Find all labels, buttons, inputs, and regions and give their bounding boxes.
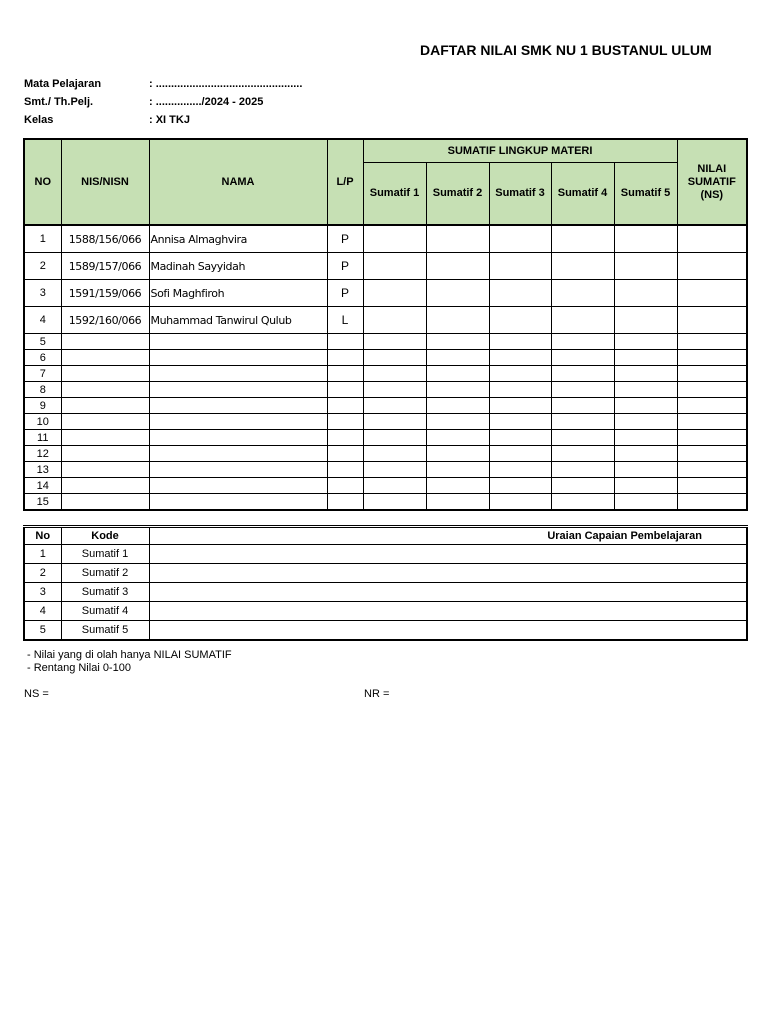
cell-score[interactable] [489,366,551,382]
cell-student-field[interactable] [327,446,363,462]
code-uraian[interactable] [149,602,747,621]
cell-student-field[interactable] [61,334,149,350]
cell-student-field[interactable] [61,446,149,462]
cell-score[interactable] [614,225,677,253]
code-kode: Sumatif 2 [61,564,149,583]
cell-score[interactable] [426,430,489,446]
cell-no: 11 [24,430,61,446]
meta-label: Smt./ Th.Pelj. [24,96,94,108]
cell-student-field[interactable] [61,382,149,398]
cell-student-field[interactable] [61,462,149,478]
cell-score[interactable] [363,398,426,414]
cell-score[interactable] [426,253,489,280]
cell-score[interactable] [489,414,551,430]
cell-student-field[interactable] [149,350,327,366]
cell-nis[interactable]: 1591/159/066 [61,280,149,307]
cell-lp[interactable]: P [327,280,363,307]
code-row [24,583,747,602]
cell-score[interactable] [489,334,551,350]
header-nilai-line: (NS) [700,188,724,201]
table-row [24,398,747,414]
cell-ns[interactable] [677,253,747,280]
code-kode: Sumatif 3 [61,583,149,602]
table-row [24,307,747,334]
cell-score[interactable] [426,307,489,334]
cell-score[interactable] [551,366,614,382]
header-nilai-line: NILAI [697,162,727,175]
cell-score[interactable] [614,334,677,350]
cell-score[interactable] [426,334,489,350]
code-header-no: No [24,527,61,545]
code-no: 5 [24,621,61,641]
cell-score[interactable] [489,280,551,307]
cell-score[interactable] [363,430,426,446]
meta-label: Mata Pelajaran [24,78,102,90]
code-uraian[interactable] [149,545,747,564]
cell-no: 10 [24,414,61,430]
cell-student-field[interactable] [61,494,149,511]
cell-nama[interactable]: Muhammad Tanwirul Qulub [149,307,327,334]
cell-lp[interactable]: P [327,253,363,280]
header-nilai-line: SUMATIF [687,175,736,188]
cell-student-field[interactable] [149,398,327,414]
cell-score[interactable] [489,462,551,478]
cell-student-field[interactable] [327,350,363,366]
cell-ns[interactable] [677,307,747,334]
table-row [24,446,747,462]
code-kode: Sumatif 5 [61,621,149,641]
cell-no: 1 [24,225,61,253]
cell-student-field[interactable] [327,478,363,494]
cell-student-field[interactable] [327,382,363,398]
cell-score[interactable] [614,446,677,462]
meta-label: Kelas [24,114,54,126]
cell-student-field[interactable] [61,478,149,494]
cell-score[interactable] [614,430,677,446]
header-sumatif-5: Sumatif 5 [614,162,677,225]
cell-score[interactable] [614,366,677,382]
cell-score[interactable] [551,334,614,350]
cell-score[interactable] [363,350,426,366]
cell-score[interactable] [489,307,551,334]
cell-student-field[interactable] [149,478,327,494]
header-lp: L/P [327,139,363,225]
cell-score[interactable] [426,414,489,430]
table-row [24,225,747,253]
cell-score[interactable] [426,446,489,462]
cell-score[interactable] [614,478,677,494]
table-row [24,382,747,398]
cell-student-field[interactable] [149,382,327,398]
cell-ns[interactable] [677,366,747,382]
cell-score[interactable] [551,398,614,414]
cell-score[interactable] [551,307,614,334]
table-row [24,350,747,366]
code-uraian[interactable] [149,621,747,641]
code-no: 1 [24,545,61,564]
table-row [24,414,747,430]
table-row [24,430,747,446]
cell-student-field[interactable] [327,334,363,350]
cell-score[interactable] [551,494,614,511]
note-line: - Rentang Nilai 0-100 [27,662,131,674]
code-uraian[interactable] [149,564,747,583]
code-uraian[interactable] [149,583,747,602]
cell-ns[interactable] [677,494,747,511]
header-nilai-sumatif [677,139,747,225]
cell-student-field[interactable] [327,494,363,511]
cell-score[interactable] [489,430,551,446]
cell-lp[interactable]: L [327,307,363,334]
meta-value: : XI TKJ [149,114,190,126]
header-sumatif-2: Sumatif 2 [426,162,489,225]
cell-student-field[interactable] [327,430,363,446]
cell-student-field[interactable] [149,334,327,350]
cell-ns[interactable] [677,478,747,494]
page-title: DAFTAR NILAI SMK NU 1 BUSTANUL ULUM [420,42,712,58]
table-row [24,334,747,350]
cell-ns[interactable] [677,462,747,478]
cell-ns[interactable] [677,334,747,350]
cell-student-field[interactable] [149,414,327,430]
cell-score[interactable] [489,446,551,462]
cell-score[interactable] [489,350,551,366]
ns-label: NS = [24,688,49,700]
cell-score[interactable] [426,398,489,414]
cell-score[interactable] [363,334,426,350]
cell-student-field[interactable] [327,462,363,478]
code-header-kode: Kode [61,527,149,545]
cell-nis[interactable]: 1592/160/066 [61,307,149,334]
grade-table [23,138,748,511]
cell-score[interactable] [551,446,614,462]
cell-student-field[interactable] [149,446,327,462]
cell-no: 13 [24,462,61,478]
cell-nama[interactable]: Annisa Almaghvira [149,225,327,253]
table-row [24,478,747,494]
cell-no: 9 [24,398,61,414]
cell-nama[interactable]: Madinah Sayyidah [149,253,327,280]
code-table [23,525,748,641]
cell-student-field[interactable] [61,414,149,430]
code-row [24,564,747,583]
cell-score[interactable] [551,462,614,478]
cell-no: 8 [24,382,61,398]
cell-score[interactable] [551,430,614,446]
cell-ns[interactable] [677,398,747,414]
cell-score[interactable] [363,462,426,478]
cell-score[interactable] [363,414,426,430]
cell-no: 6 [24,350,61,366]
header-sumatif-4: Sumatif 4 [551,162,614,225]
code-kode: Sumatif 4 [61,602,149,621]
cell-no: 2 [24,253,61,280]
cell-nama[interactable]: Sofi Maghfiroh [149,280,327,307]
cell-score[interactable] [614,462,677,478]
code-no: 4 [24,602,61,621]
cell-no: 15 [24,494,61,511]
cell-score[interactable] [551,478,614,494]
code-row [24,602,747,621]
cell-no: 14 [24,478,61,494]
cell-score[interactable] [614,350,677,366]
cell-ns[interactable] [677,225,747,253]
cell-student-field[interactable] [327,366,363,382]
cell-score[interactable] [614,382,677,398]
cell-score[interactable] [426,350,489,366]
cell-score[interactable] [363,494,426,511]
meta-value: : ................................................ [149,78,303,90]
cell-ns[interactable] [677,280,747,307]
header-sumatif-3: Sumatif 3 [489,162,551,225]
nr-label: NR = [364,688,390,700]
code-no: 2 [24,564,61,583]
cell-score[interactable] [363,446,426,462]
cell-no: 4 [24,307,61,334]
cell-score[interactable] [614,307,677,334]
code-header-uraian: Uraian Capaian Pembelajaran [149,527,747,545]
cell-score[interactable] [426,366,489,382]
note-line: - Nilai yang di olah hanya NILAI SUMATIF [27,649,232,661]
cell-ns[interactable] [677,350,747,366]
cell-score[interactable] [363,253,426,280]
cell-student-field[interactable] [149,494,327,511]
cell-student-field[interactable] [149,366,327,382]
cell-no: 5 [24,334,61,350]
cell-score[interactable] [551,414,614,430]
cell-score[interactable] [363,478,426,494]
cell-nis[interactable]: 1589/157/066 [61,253,149,280]
cell-score[interactable] [426,280,489,307]
cell-score[interactable] [551,253,614,280]
cell-student-field[interactable] [61,366,149,382]
cell-student-field[interactable] [149,462,327,478]
cell-score[interactable] [489,382,551,398]
cell-student-field[interactable] [61,398,149,414]
cell-score[interactable] [363,280,426,307]
table-row [24,494,747,511]
meta-value: : .............../2024 - 2025 [149,96,264,108]
header-nama: NAMA [149,139,327,225]
cell-score[interactable] [614,280,677,307]
cell-score[interactable] [614,414,677,430]
cell-student-field[interactable] [61,430,149,446]
cell-lp[interactable]: P [327,225,363,253]
cell-score[interactable] [363,225,426,253]
cell-student-field[interactable] [327,414,363,430]
code-row [24,621,747,641]
cell-score[interactable] [551,350,614,366]
cell-score[interactable] [489,398,551,414]
table-row [24,280,747,307]
table-row [24,366,747,382]
cell-score[interactable] [489,253,551,280]
cell-ns[interactable] [677,414,747,430]
code-kode: Sumatif 1 [61,545,149,564]
code-row [24,545,747,564]
cell-no: 7 [24,366,61,382]
table-row [24,253,747,280]
table-row [24,462,747,478]
header-no: NO [24,139,61,225]
cell-ns[interactable] [677,382,747,398]
header-sumatif-group: SUMATIF LINGKUP MATERI [363,139,677,162]
cell-student-field[interactable] [61,350,149,366]
cell-nis[interactable]: 1588/156/066 [61,225,149,253]
cell-score[interactable] [489,478,551,494]
header-sumatif-1: Sumatif 1 [363,162,426,225]
cell-score[interactable] [363,382,426,398]
cell-score[interactable] [614,398,677,414]
cell-score[interactable] [426,382,489,398]
cell-score[interactable] [426,478,489,494]
cell-score[interactable] [363,307,426,334]
cell-score[interactable] [426,462,489,478]
cell-student-field[interactable] [327,398,363,414]
cell-score[interactable] [426,494,489,511]
cell-score[interactable] [363,366,426,382]
header-nis: NIS/NISN [61,139,149,225]
cell-no: 3 [24,280,61,307]
cell-ns[interactable] [677,446,747,462]
cell-score[interactable] [614,494,677,511]
cell-score[interactable] [614,253,677,280]
code-no: 3 [24,583,61,602]
cell-score[interactable] [551,382,614,398]
cell-score[interactable] [551,225,614,253]
cell-ns[interactable] [677,430,747,446]
cell-score[interactable] [489,494,551,511]
cell-no: 12 [24,446,61,462]
cell-score[interactable] [489,225,551,253]
cell-score[interactable] [426,225,489,253]
cell-score[interactable] [551,280,614,307]
cell-student-field[interactable] [149,430,327,446]
